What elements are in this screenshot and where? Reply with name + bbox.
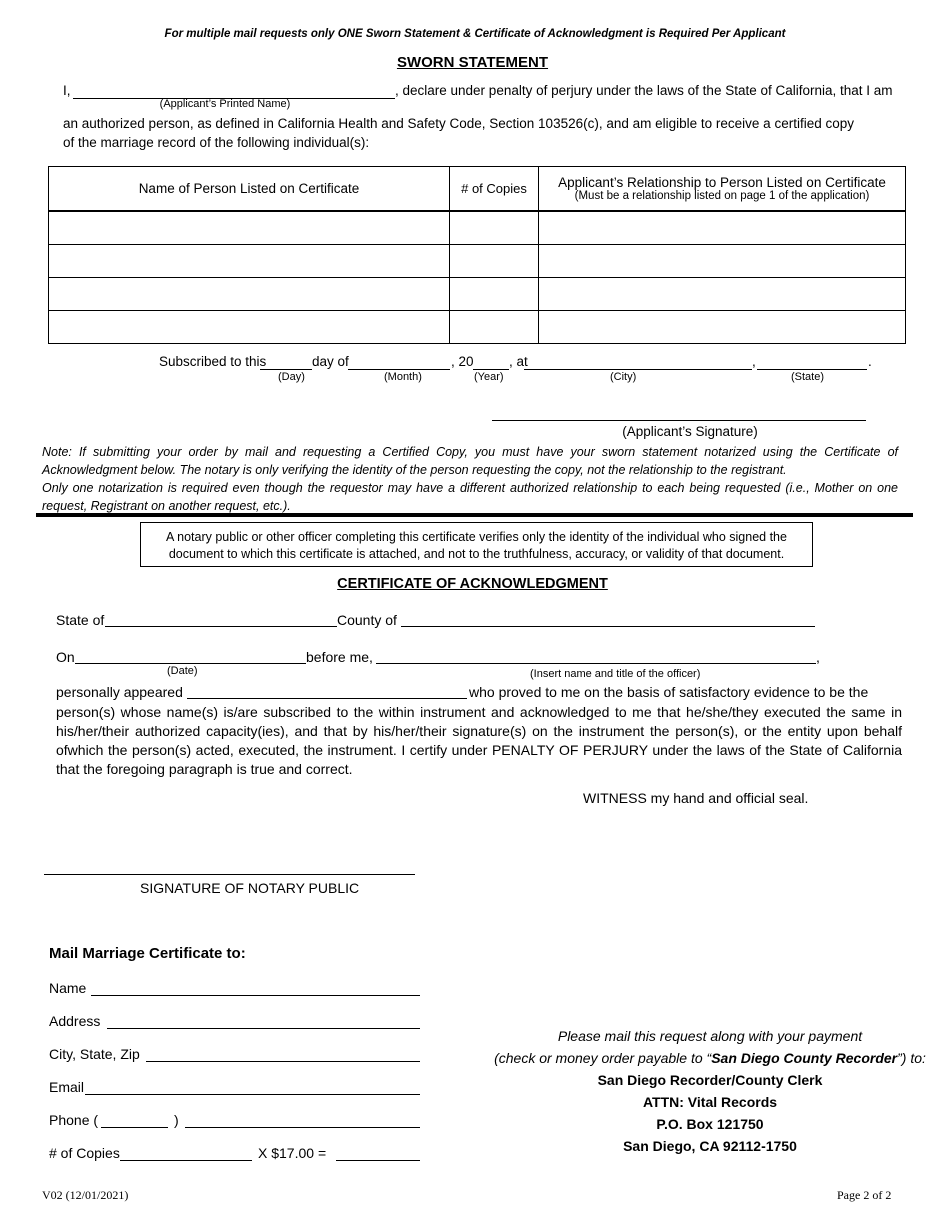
mail-instruction-line2: [470, 1050, 950, 1066]
copies-cell[interactable]: [450, 211, 539, 245]
col-name-header: Name of Person Listed on Certificate: [49, 167, 450, 212]
day-caption: (Day): [278, 371, 305, 383]
table-header-row: [49, 167, 906, 212]
month-field[interactable]: [348, 369, 450, 370]
mail-instruction-c: ”) to:: [897, 1050, 926, 1066]
i-prefix: I,: [63, 83, 71, 98]
state-caption: (State): [791, 371, 825, 383]
subscribed-prefix: Subscribed to this: [159, 354, 267, 369]
month-caption: (Month): [384, 371, 422, 383]
mail-address-field[interactable]: [107, 1028, 420, 1029]
mail-payee: San Diego County Recorder: [711, 1050, 898, 1066]
applicant-signature-caption: (Applicant’s Signature): [622, 424, 758, 439]
notary-notice-box: [140, 522, 813, 567]
mail-copies-label: # of Copies: [49, 1145, 120, 1161]
mail-instruction-a: (check or money order payable to “: [494, 1050, 712, 1066]
name-cell[interactable]: [49, 245, 450, 278]
col-relationship-label: Applicant’s Relationship to Person Listed on Certificate: [558, 175, 886, 190]
mail-phone-label: Phone (: [49, 1112, 99, 1128]
mail-address-label: Address: [49, 1013, 101, 1029]
appeared-name-field[interactable]: [187, 698, 467, 699]
acknowledgment-title: CERTIFICATE OF ACKNOWLEDGMENT: [337, 576, 608, 592]
mail-city-field[interactable]: [146, 1061, 420, 1062]
notary-signature-field[interactable]: [44, 874, 415, 875]
state-period: .: [868, 354, 872, 369]
before-me-label: before me,: [306, 649, 373, 665]
mail-email-field[interactable]: [85, 1094, 420, 1095]
ack-state-field[interactable]: [105, 626, 337, 627]
mail-phone-area-field[interactable]: [101, 1127, 168, 1128]
applicant-signature-field[interactable]: [492, 420, 866, 421]
ack-county-field[interactable]: [401, 626, 815, 627]
relationship-cell[interactable]: [539, 278, 906, 311]
section-divider: [36, 513, 913, 517]
city-field[interactable]: [524, 369, 752, 370]
name-cell[interactable]: [49, 278, 450, 311]
day-field[interactable]: [260, 369, 312, 370]
copies-cell[interactable]: [450, 311, 539, 344]
date-caption: (Date): [167, 665, 198, 677]
certificate-table: [48, 166, 906, 344]
mail-address-line2: ATTN: Vital Records: [642, 1094, 778, 1110]
year-field[interactable]: [473, 369, 509, 370]
mail-address-line3: P.O. Box 121750: [656, 1116, 764, 1132]
table-row: [49, 278, 906, 311]
header-note: For multiple mail requests only ONE Sworn Statement & Certificate of Acknowledgment is Required Per Applicant: [164, 28, 786, 40]
name-cell[interactable]: [49, 311, 450, 344]
acknowledgment-body: person(s) whose name(s) is/are subscribed to the within instrument and acknowledged to me that he/she/they executed the same in his/her/their authorized capacity(ies), and that by his/her/their signature(s) on the instrument the person(s), or the entity upon behalf ofwhich the person(s) acted, executed, the instrument. I certify under PENALTY OF PERJURY under the laws of the State of California that the foregoing paragraph is true and correct.: [56, 704, 902, 777]
notary-notice-text: A notary public or other officer completing this certificate verifies only the identity of the individual who signed the document to which this certificate is attached, and not to the truthfulness, accuracy, or validity of that document.: [166, 530, 787, 561]
sworn-paragraph: an authorized person, as defined in California Health and Safety Code, Section 103526(c), and am eligible to receive a certified copy of the marriage record of the following individual(s):: [63, 116, 854, 150]
officer-caption: (Insert name and title of the officer): [530, 668, 701, 680]
appeared-rest-text: who proved to me on the basis of satisfactory evidence to be the: [469, 684, 869, 700]
on-label: On: [56, 649, 75, 665]
col-relationship-sub: (Must be a relationship listed on page 1 of the application): [574, 190, 870, 202]
at-label: , at: [509, 354, 528, 369]
declare-text: , declare under penalty of perjury under the laws of the State of California, that I am: [395, 83, 893, 98]
witness-text: WITNESS my hand and official seal.: [583, 790, 809, 806]
col-relationship-header: [539, 167, 906, 212]
note-one-notarization: Only one notarization is required even though the requestor may have a different authorized relationship to each being requested (i.e., Mother on one request, Registrant on another request, etc.).: [42, 481, 898, 513]
city-comma: ,: [752, 354, 756, 369]
mail-total-field[interactable]: [336, 1160, 420, 1161]
mail-phone-close: ): [174, 1112, 179, 1128]
footer-version: V02 (12/01/2021): [42, 1188, 129, 1202]
mail-name-label: Name: [49, 980, 87, 996]
copies-cell[interactable]: [450, 245, 539, 278]
state-field[interactable]: [757, 369, 867, 370]
sworn-statement-title: SWORN STATEMENT: [396, 54, 549, 71]
officer-comma: ,: [816, 649, 820, 665]
footer-page-number: Page 2 of 2: [837, 1188, 892, 1202]
mail-price-label: X $17.00 =: [258, 1145, 327, 1161]
mail-address-line1: San Diego Recorder/County Clerk: [597, 1072, 823, 1088]
mail-address-line4: San Diego, CA 92112-1750: [623, 1138, 797, 1154]
mail-instruction-line1: Please mail this request along with your payment: [557, 1028, 863, 1044]
personally-appeared-label: personally appeared: [56, 684, 183, 700]
twenty-label: , 20: [451, 354, 474, 369]
table-row: [49, 311, 906, 344]
relationship-cell[interactable]: [539, 245, 906, 278]
mail-email-label: Email: [49, 1079, 85, 1095]
state-of-label: State of: [56, 612, 105, 628]
mail-city-label: City, State, Zip: [49, 1046, 140, 1062]
note-notarize: Note: If submitting your order by mail and requesting a Certified Copy, you must have your sworn statement notarized using the Certificate of Acknowledgment below. The notary is only verifying the identity of the person requesting the copy, not the relationship to the registrant.: [42, 445, 898, 477]
table-row: [49, 245, 906, 278]
mail-phone-field[interactable]: [185, 1127, 420, 1128]
relationship-cell[interactable]: [539, 311, 906, 344]
city-caption: (City): [610, 371, 637, 383]
ack-date-field[interactable]: [75, 663, 306, 664]
mail-heading: Mail Marriage Certificate to:: [49, 945, 246, 962]
relationship-cell[interactable]: [539, 211, 906, 245]
mail-copies-field[interactable]: [120, 1160, 252, 1161]
applicant-name-caption: (Applicant’s Printed Name): [159, 98, 291, 110]
mail-name-field[interactable]: [91, 995, 420, 996]
col-copies-header: # of Copies: [450, 167, 539, 212]
name-cell[interactable]: [49, 211, 450, 245]
copies-cell[interactable]: [450, 278, 539, 311]
county-of-label: County of: [337, 612, 397, 628]
officer-field[interactable]: [376, 663, 816, 664]
day-of-label: day of: [312, 354, 349, 369]
year-caption: (Year): [474, 371, 504, 383]
table-row: [49, 211, 906, 245]
notary-signature-caption: SIGNATURE OF NOTARY PUBLIC: [140, 880, 360, 896]
